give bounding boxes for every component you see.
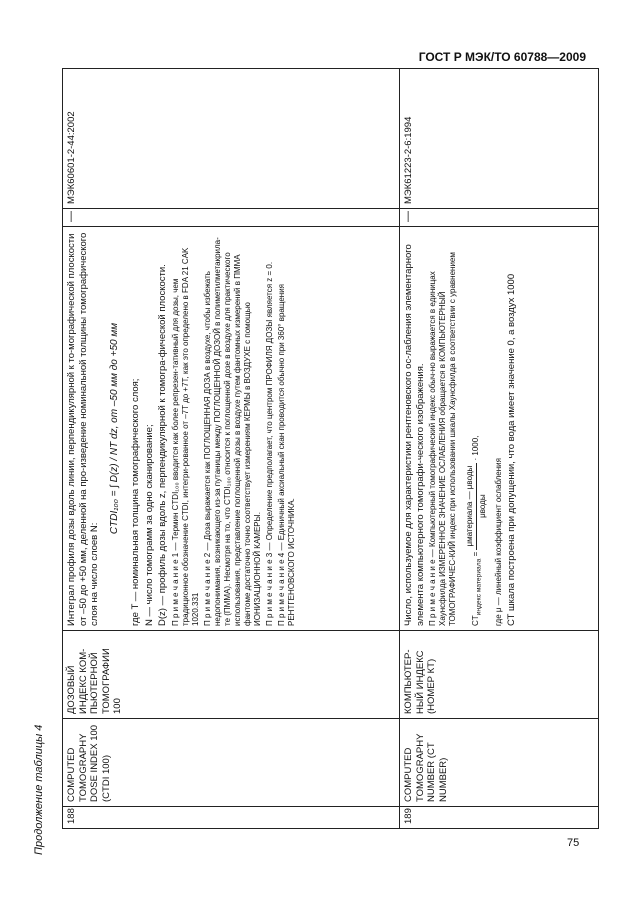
definition-intro: Интеграл профиля дозы вдоль линии, перпендикулярной к то-мографической плоскости от –50 до +50 мм, деленной на про-изведение номинальной толщины томографического слоя на число слоев N:: [66, 232, 100, 626]
ctdi-formula: CTDI₁₀₀ = ∫ D(z) / NT dz, от –50 мм до +50 мм: [108, 322, 120, 535]
term-number: 189: [400, 807, 599, 829]
ct-number-formula: $CT_{индекс материала}$ = μматериала — μводы μводы · 1000,: [465, 435, 487, 626]
page-number: 75: [567, 837, 580, 849]
note-2: П р и м е ч а н и е 2 — Доза выражается как ПОГЛОЩЕННАЯ ДОЗА в воздухе, чтобы избежать недопонимания, возникающего из-за путаницы между ПОГЛОЩЕННОЙ ДОЗОЙ в полиметилметакрила-те (ПММА). Несмотря на то, что CTDI₁₀₀ относится к поглощенной дозе в воздухе для практического использования, представление поглощенной дозы в воздухе путем фантомных измерений в ПММА фантоме достаточно точно соответствует измерениям КЕРМЫ в ВОЗДУХЕ с помощью ИОНИЗАЦИОННОЙ КАМЕРЫ.: [202, 237, 262, 626]
dash-cell: —: [63, 209, 400, 227]
source-reference: МЭК61223-2-6:1994: [400, 69, 599, 209]
formula-lhs: CT: [471, 615, 481, 626]
formula-denominator: μводы: [477, 494, 487, 518]
term-english: COMPUTED TOMOGRAPHY NUMBER (CT NUMBER): [400, 719, 599, 807]
dash-cell: —: [400, 209, 599, 227]
term-russian: КОМПЬЮТЕР-НЫЙ ИНДЕКС (НОМЕР КТ): [400, 631, 599, 719]
note: П р и м е ч а н и е — Компьютерный томографический индекс обыч-но выражается в единицах Хаунсфилда ИЗМЕРЕННОЕ ЗНАЧЕНИЕ ОСЛАБЛЕНИЯ обращается в КОМПЬЮТЕРНЫЙ ТОМОГРАФИЧЕС-КИЙ индекс при использовании шкалы Хаунсфилда в соответствии с уравнением: [428, 252, 457, 626]
standard-header: ГОСТ Р МЭК/ТО 60788—2009: [418, 50, 586, 64]
note-3: П р и м е ч а н и е 3 — Определение предполагает, что центром ПРОФИЛЯ ДОЗЫ является z = 0.: [264, 261, 274, 626]
term-number: 188: [63, 807, 400, 829]
term-definition: [400, 227, 599, 631]
term-english: COMPUTED TOMOGRAPHY DOSE INDEX 100 (CTDI 100): [63, 719, 400, 807]
rotated-table-container: [62, 69, 598, 829]
table-row: [63, 69, 400, 829]
formula-subscript: индекс материала: [475, 558, 483, 616]
definition-intro: Число, используемое для характеристики рентгеновского ос-лабления элементарного элемента компьютерного томографи-ческого изображения.: [403, 244, 426, 626]
table-row: [400, 69, 599, 829]
definition-where: где T — номинальная толщина томографического слоя;: [130, 378, 141, 626]
formula-tail: · 1000,: [471, 435, 481, 461]
terms-table: [62, 68, 599, 829]
definition-mu: где μ — линейный коэффициент ослабления: [494, 458, 503, 626]
definition-d: D(z) — профиль дозы вдоль z, перпендикулярной к томогра-фической плоскости.: [157, 264, 168, 626]
note-1: П р и м е ч а н и е 1 — Термин CTDI₁₀₀ вводится как более репрезен-тативный для дозы, чем традиционное обозначение CTDI, интегри-рованное от –7T до +7T, как это определено в FDA 21 CAK 1020.331: [170, 247, 200, 626]
definition-n: N — число томограмм за одно сканирование;: [143, 424, 155, 626]
formula-numerator: μматериала — μводы: [464, 463, 477, 550]
table-continuation-label: Продолжение таблицы 4: [33, 724, 45, 855]
note-4: П р и м е ч а н и е 4 — Единичный аксиальный скан проводится обычно при 360° вращения РЕНТГЕНОВСКОГО ИСТОЧНИКА.: [276, 283, 296, 626]
definition-last: СТ шкала построена при допущении, что вода имеет значение 0, а воздух 1000: [506, 273, 517, 626]
term-definition: [63, 227, 400, 631]
source-reference: МЭК60601-2-44:2002: [63, 69, 400, 209]
term-russian: ДОЗОВЫЙ ИНДЕКС КОМ-ПЬЮТЕРНОЙ ТОМОГРАФИИ 100: [63, 631, 400, 719]
formula-fraction: [464, 463, 488, 550]
